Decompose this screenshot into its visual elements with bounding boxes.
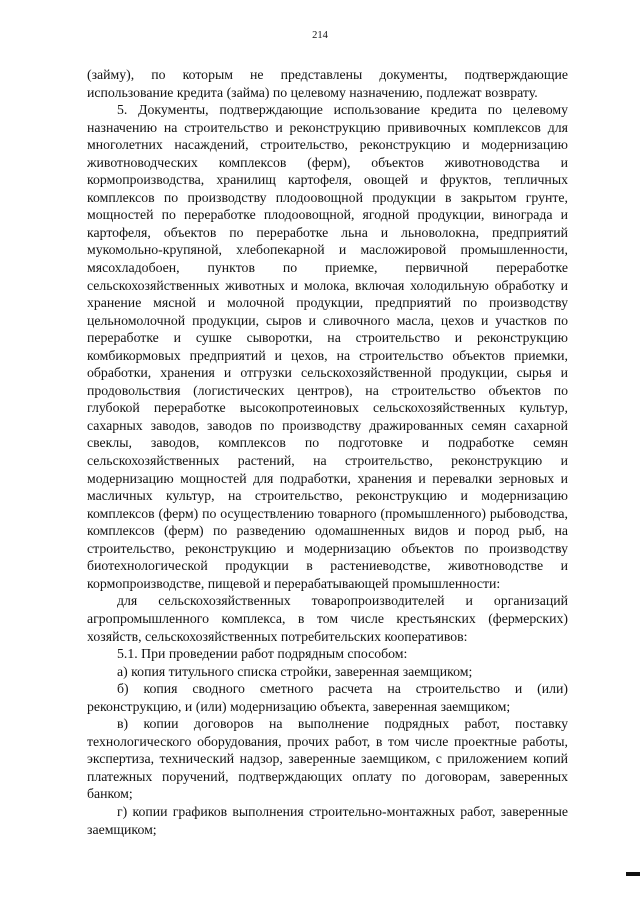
list-item-b: б) копия сводного сметного расчета на строительство и (или) реконструкцию, и (или) модернизацию объекта, заверенная заемщиком; <box>87 681 568 714</box>
paragraph-item-5: 5. Документы, подтверждающие использование кредита по целевому назначению на строительство и реконструкцию прививочных комплексов для многолетних насаждений, строительство, реконструкцию и модернизацию животноводческих комплексов (ферм), объектов животноводства и кормопроизводства, хранилищ картофеля, овощей и фруктов, тепличных комплексов по производству плодоовощной продукции в закрытом грунте, мощностей по переработке плодоовощной, ягодной продукции, винограда и картофеля, объектов по переработке льна и льноволокна, предприятий мукомольно-крупяной, хлебопекарной и масложировой промышленности, мясохладобоен, пунктов по приемке, первичной переработке сельскохозяйственных животных и молока, включая холодильную обработку и хранение мясной и молочной продукции, предприятий по производству цельномолочной продукции, сыров и сливочного масла, цехов и участков по переработке и сушке сыворотки, на строительство и реконструкцию комбикормовых предприятий и цехов, на строительство объектов приемки, обработки, хранения и отгрузки сельскохозяйственной продукции, сырья и продовольствия (логистических центров), на строительство объектов по глубокой переработке высокопротеиновых сельскохозяйственных культур, сахарных заводов, заводов по производству дражированных семян сахарной свеклы, заводов, комплексов по подготовке и подработке семян сельскохозяйственных растений, на строительство, реконструкцию и модернизацию мощностей для подработки, хранения и перевалки зерновых и масличных культур, на строительство, реконструкцию и модернизацию комплексов (ферм) по осуществлению товарного (промышленного) рыбоводства, комплексов (ферм) по разведению одомашненных видов и пород рыб, на строительство, реконструкцию и модернизацию объектов по производству биотехнологической продукции в растениеводстве, животноводстве и кормопроизводстве, пищевой и перерабатывающей промышленности: <box>87 102 568 591</box>
paragraph-loan-return: (займу), по которым не представлены документы, подтверждающие использование кредита (займа) по целевому назначению, подлежат возврату. <box>87 67 568 100</box>
paragraph-for-producers: для сельскохозяйственных товаропроизводителей и организаций агропромышленного комплекса, в том числе крестьянских (фермерских) хозяйств, сельскохозяйственных потребительских кооперативов: <box>87 593 568 644</box>
paragraph-item-5-1: 5.1. При проведении работ подрядным способом: <box>117 646 408 662</box>
list-item-v: в) копии договоров на выполнение подрядных работ, поставку технологического оборудования, прочих работ, в том числе проектные работы, экспертиза, технический надзор, заверенные заемщиком, с приложением копий платежных поручений, подтверждающих оплату по договорам, заверенных банком; <box>87 716 568 802</box>
scan-edge-mark <box>626 872 640 876</box>
document-body <box>87 66 568 838</box>
list-item-g: г) копии графиков выполнения строительно-монтажных работ, заверенные заемщиком; <box>87 803 568 837</box>
page-number: 214 <box>312 30 328 41</box>
list-item-a: а) копия титульного списка стройки, заверенная заемщиком; <box>117 663 473 679</box>
